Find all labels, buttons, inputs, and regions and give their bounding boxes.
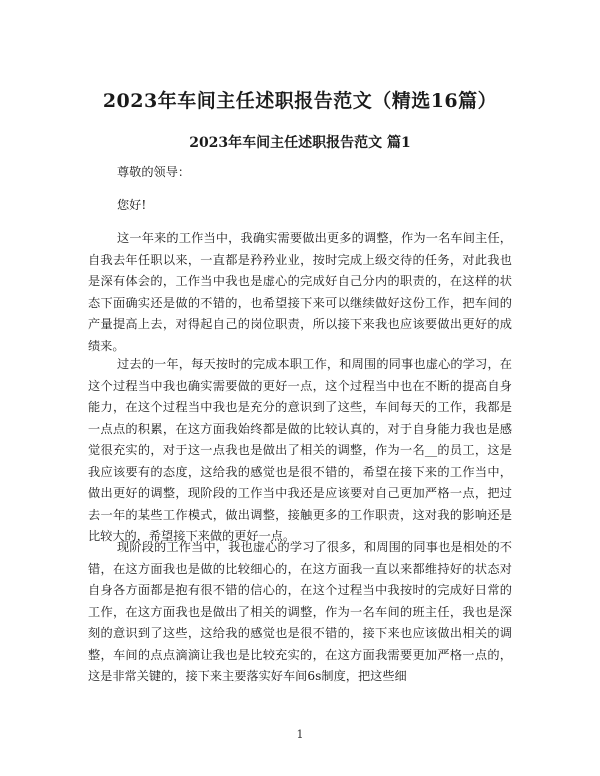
paragraph-3: 现阶段的工作当中，我也虚心的学习了很多，和周围的同事也是相处的不错，在这方面我也是做的比较细心的，在这方面我一直以来都维持好的状态对自身各方面都是抱有很不错的信心的，在这个过程当中我按时的完成好日常的工作，在这方面我也是做出了相关的调整，作为一名车间的班主任，我也是深刻的意识到了这些，这给我的感觉也是很不错的，接下来也应该做出相关的调整，车间的点点滴滴让我也是比较充实的，在这方面我需要更加严格一点的，这是非常关键的，接下来主要落实好车间6s制度，把这些细: [88, 540, 512, 683]
hello-line: 您好!: [117, 198, 147, 212]
greeting: 尊敬的领导：: [117, 165, 191, 179]
paragraph-1: 这一年来的工作当中，我确实需要做出更多的调整，作为一名车间主任，自我去年任职以来，一直都是矜矜业业，按时完成上级交待的任务，对此我也是深有体会的，工作当中我也是虚心的完成好自己分内的职责的，在这样的状态下面确实还是做的不错的，也希望接下来可以继续做好这份工作，把车间的产量提高上去，对得起自己的岗位职责，所以接下来我也应该要做出更好的成绩来。: [88, 231, 512, 353]
page-number: 1: [296, 728, 304, 741]
paragraph-2: 过去的一年，每天按时的完成本职工作，和周围的同事也虚心的学习，在这个过程当中我也确实需要做的更好一点，这个过程当中也在不断的提高自身能力，在这个过程当中我也是充分的意识到了这些，车间每天的工作，我都是一点点的积累，在这方面我始终都是做的比较认真的，对于自身能力我也是感觉很充实的，对于这一点我也是做出了相关的调整，作为一名__的员工，这是我应该要有的态度，这给我的感觉也是很不错的，希望在接下来的工作当中，做出更好的调整，现阶段的工作当中我还是应该要对自己更加严格一点，把过去一年的某些工作模式，做出调整，接触更多的工作职责，这对我的影响还是比较大的，希望接下来做的更好一点。: [88, 357, 512, 543]
document-title: 2023年车间主任述职报告范文（精选16篇）: [102, 90, 498, 112]
section-title: 2023年车间主任述职报告范文 篇1: [189, 135, 411, 151]
